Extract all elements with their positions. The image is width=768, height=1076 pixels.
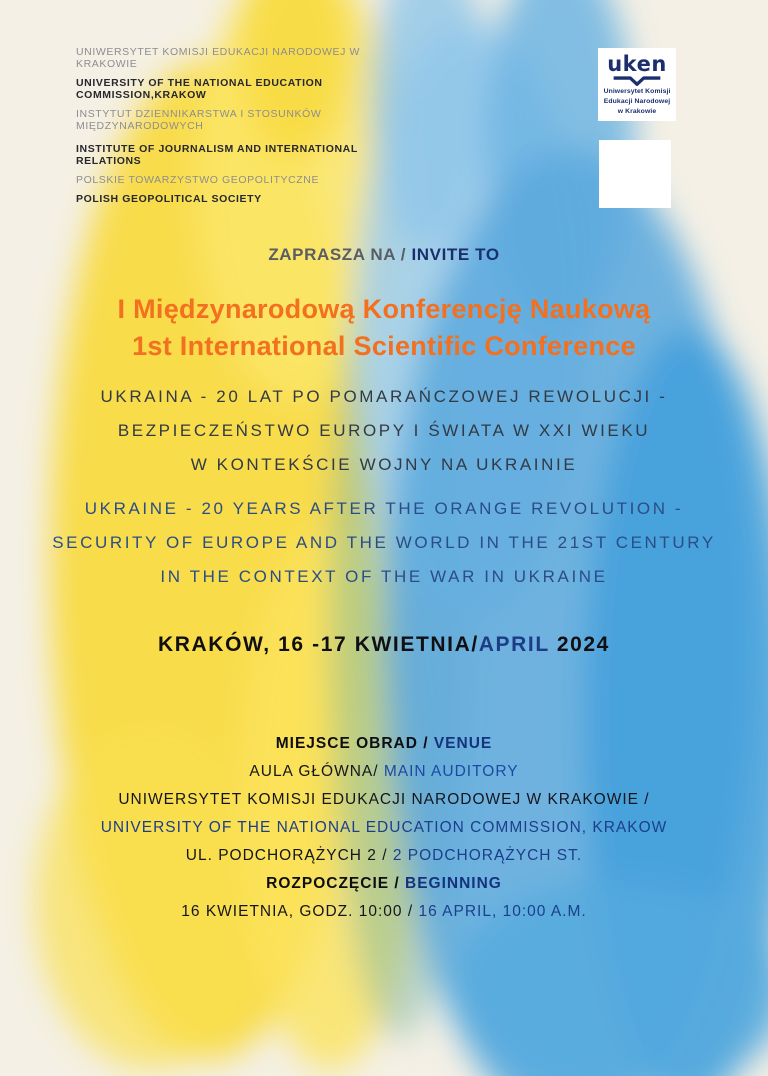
beginning-heading-pl: ROZPOCZĘCIE /: [266, 875, 406, 892]
beginning-heading-en: BEGINNING: [405, 875, 502, 892]
venue-heading-pl: MIEJSCE OBRAD /: [275, 735, 434, 752]
organizers-block: [76, 46, 388, 212]
date-april: APRIL: [478, 633, 550, 656]
organizer-pl-society: POLSKIE TOWARZYSTWO GEOPOLITYCZNE: [76, 174, 320, 186]
venue-address-en: 2 PODCHORĄŻYCH ST.: [392, 847, 583, 864]
organizer-pl-university: UNIWERSYTET KOMISJI EDUKACJI NARODOWEJ W KRAKOWIE: [76, 46, 360, 70]
organizer-en-society: POLISH GEOPOLITICAL SOCIETY: [76, 193, 262, 205]
theme-pl-line3: W KONTEKŚCIE WOJNY NA UKRAINIE: [190, 455, 578, 474]
open-book-icon: [608, 76, 666, 86]
venue-auditorium: [0, 758, 768, 786]
uken-caption-line1: Uniwersytet Komisji: [603, 87, 671, 95]
organizer-pl-institute: INSTYTUT DZIENNIKARSTWA I STOSUNKÓW MIĘDZYNARODOWYCH: [76, 108, 322, 132]
organizer-en-university: UNIVERSITY OF THE NATIONAL EDUCATION COMMISSION,KRAKOW: [76, 77, 323, 101]
theme-en-line2: SECURITY OF EUROPE AND THE WORLD IN THE 21ST CENTURY: [52, 533, 716, 552]
venue-heading-en: VENUE: [433, 735, 493, 752]
beginning-time-en: 16 APRIL, 10:00 A.M.: [418, 903, 587, 920]
conference-title-pl: I Międzynarodową Konferencję Naukową: [117, 294, 651, 324]
uken-caption-line2: Edukacji Narodowej: [603, 97, 671, 105]
beginning-heading: [0, 870, 768, 898]
invite-line: [0, 245, 768, 265]
venue-auditorium-pl: AULA GŁÓWNA/: [249, 763, 384, 780]
partner-logo-placeholder: [599, 140, 671, 208]
theme-pl-line1: UKRAINA - 20 LAT PO POMARAŃCZOWEJ REWOLUCJI -: [100, 387, 668, 406]
invite-label-pl: ZAPRASZA NA /: [268, 245, 412, 264]
theme-en-line1: UKRAINE - 20 YEARS AFTER THE ORANGE REVOLUTION -: [84, 499, 684, 518]
venue-block: [0, 730, 768, 926]
beginning-time: [0, 898, 768, 926]
theme-en-line3: IN THE CONTEXT OF THE WAR IN UKRAINE: [160, 567, 608, 586]
conference-title: [0, 291, 768, 365]
date-location-line: [0, 633, 768, 657]
date-year: 2024: [549, 633, 610, 656]
conference-theme-en: [0, 492, 768, 594]
beginning-time-pl: 16 KWIETNIA, GODZ. 10:00 /: [181, 903, 419, 920]
theme-pl-line2: BEZPIECZEŃSTWO EUROPY I ŚWIATA W XXI WIEKU: [117, 421, 651, 440]
uken-caption-line3: w Krakowie: [617, 107, 657, 115]
venue-university-pl: UNIWERSYTET KOMISJI EDUKACJI NARODOWEJ W KRAKOWIE /: [118, 791, 650, 808]
conference-title-en: 1st International Scientific Conference: [132, 331, 636, 361]
uken-wordmark: uken: [607, 51, 667, 76]
uken-logo-card: [598, 48, 676, 121]
invite-label-en: INVITE TO: [411, 245, 500, 264]
organizer-en-institute: INSTITUTE OF JOURNALISM AND INTERNATIONAL RELATIONS: [76, 143, 358, 167]
venue-address: [0, 842, 768, 870]
venue-address-pl: UL. PODCHORĄŻYCH 2 /: [185, 847, 393, 864]
venue-university-en: UNIVERSITY OF THE NATIONAL EDUCATION COMMISSION, KRAKOW: [100, 819, 668, 836]
venue-heading: [0, 730, 768, 758]
date-prefix: KRAKÓW, 16 -17 KWIETNIA/: [158, 633, 479, 656]
conference-theme-pl: [0, 380, 768, 482]
venue-auditorium-en: MAIN AUDITORY: [383, 763, 519, 780]
